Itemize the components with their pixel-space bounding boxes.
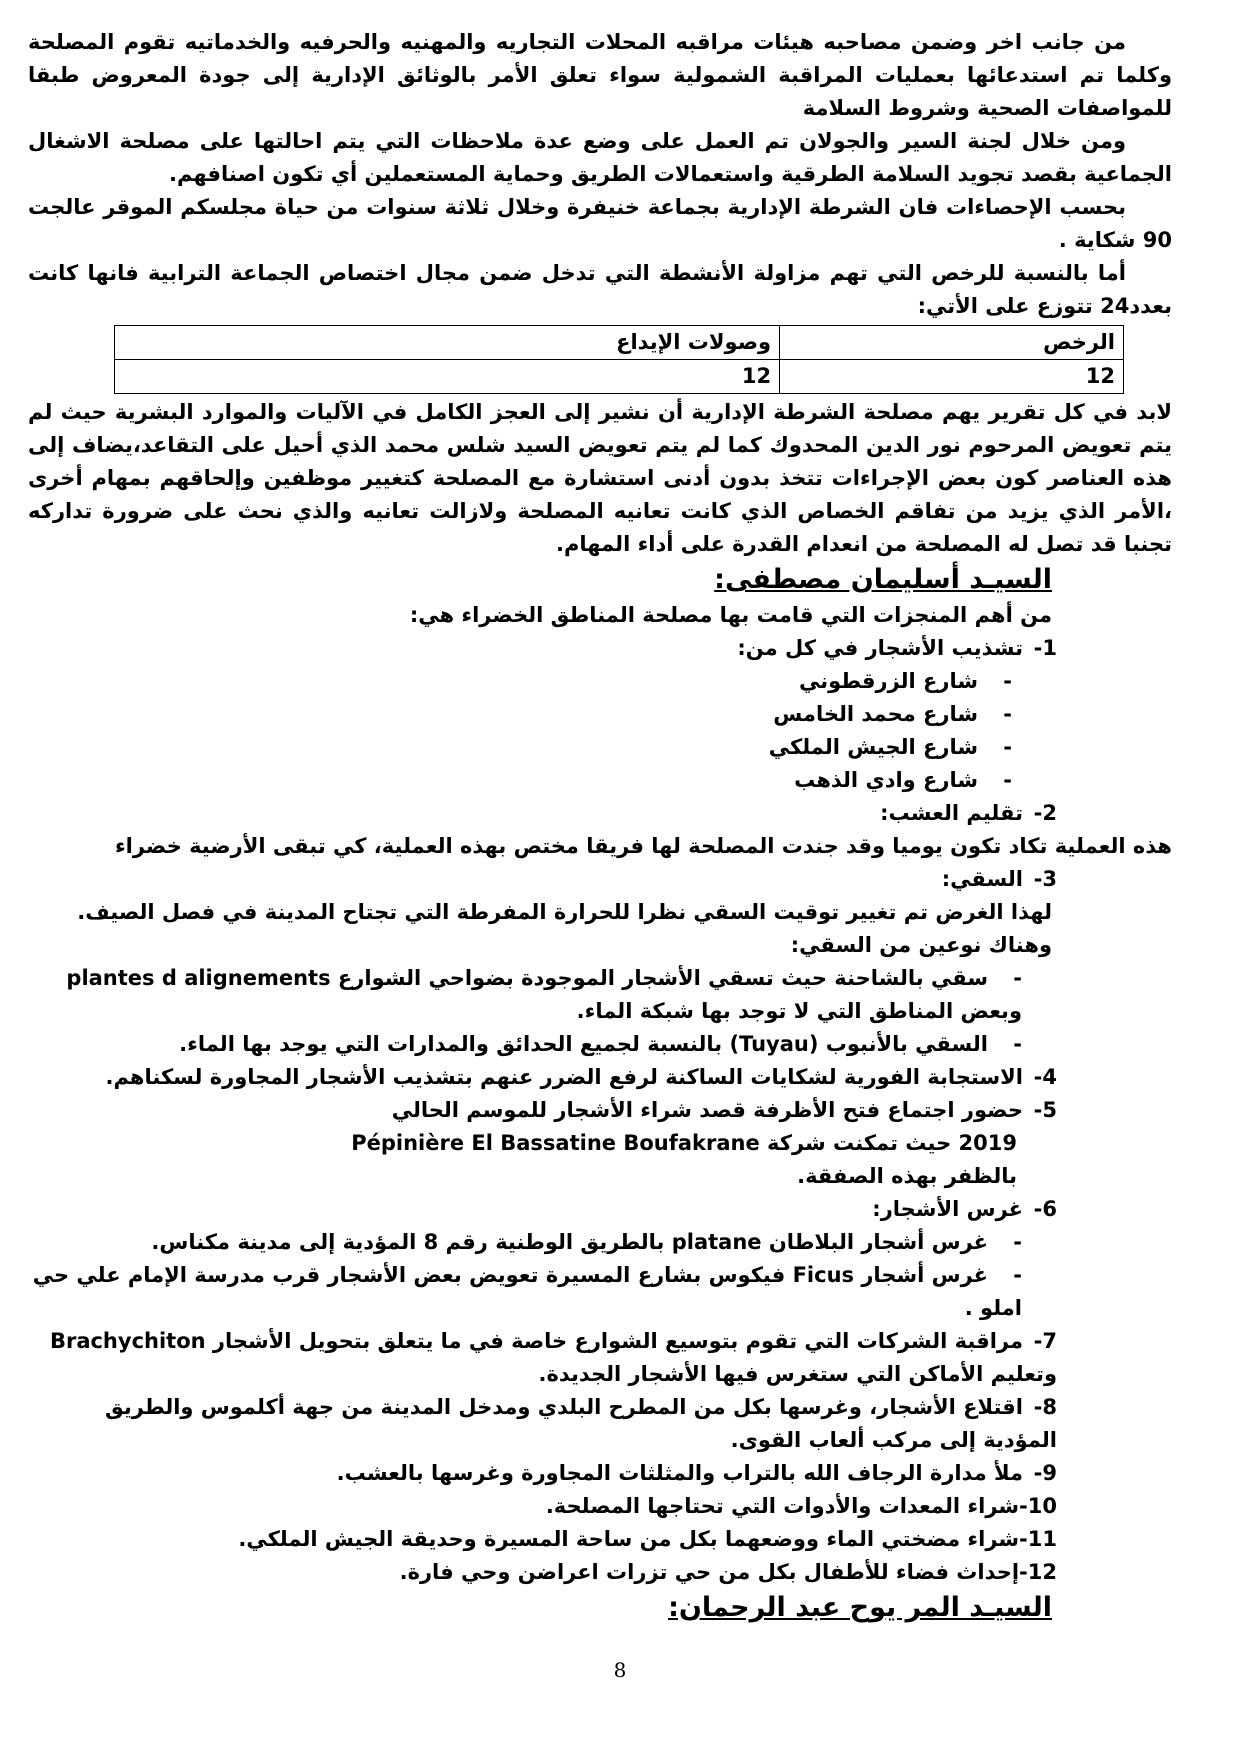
list-item-text: اقتلاع الأشجار، وغرسها بكل من المطرح البلدي ومدخل المدينة من جهة أكلموس والطريق المؤدية إلى مركب ألعاب القوى. [104, 1395, 1057, 1452]
list-item-continuation: بالظفر بهذه الصفقة. [797, 1164, 1017, 1188]
table-cell-receipts-count: 12 [115, 360, 780, 394]
list-item-title: تقليم العشب: [880, 801, 1023, 825]
list-item-continuation: 2019 حيث تمكنت شركة Pépinière El Bassatine Boufakrane [351, 1131, 1017, 1155]
table-header-row [115, 326, 1124, 360]
paragraph-staff-shortage: لابد في كل تقرير يهم مصلحة الشرطة الإدارية أن نشير إلى العجز الكامل في الآليات والموارد البشرية حيث لم يتم تعويض المرحوم نور الدين المحدوك كما لم يتم تعويض السيد شلس محمد الذي أحيل على التقاعد،يضاف إلى هذه العناصر كون بعض الإجراءات تتخذ بدون أدنى استشارة مع المصلحة كتغيير موظفين وإلحاقهم بمهام أخرى ،الأمر الذي يزيد من تفاقم الخصاص الذي كانت تعانيه المصلحة ولازالت تعانيه والذي نحث على ضرورة تداركه تجنبا قد تصل له المصلحة من انعدام القدرة على أداء المهام. [28, 400, 1172, 556]
dash-bullet: - [1003, 669, 1012, 693]
street-name: شارع الزرقطوني [798, 669, 978, 693]
irrigation-item [28, 962, 1022, 1028]
list-item [28, 863, 1057, 896]
table-cell-permits-count: 12 [780, 360, 1124, 394]
dash-bullet: - [1013, 966, 1022, 990]
irrigation-item-text: سقي بالشاحنة حيث تسقي الأشجار الموجودة بضواحي الشوارع plantes d alignements وبعض المناطق التي لا توجد بها شبكة الماء. [66, 966, 1022, 1023]
list-number: 6- [1033, 1197, 1057, 1221]
dash-bullet: - [1013, 1230, 1022, 1254]
dash-bullet: - [1013, 1032, 1022, 1056]
dash-bullet: - [1003, 735, 1012, 759]
list-number: 7- [1033, 1329, 1057, 1353]
list-item [28, 1193, 1057, 1226]
list-item: 12-إحداث فضاء للأطفال بكل من حي تزرات اعراضن وحي فارة. [399, 1560, 1057, 1584]
section-heading-next: السيـد المر يوح عبد الرحمان: [668, 1592, 1052, 1623]
list-item [28, 1094, 1057, 1127]
street-name: شارع محمد الخامس [773, 702, 978, 726]
paragraph-complaints-statistics: بحسب الإحصاءات فان الشرطة الإدارية بجماعة خنيفرة وخلال ثلاثة سنوات من حياة مجلسكم الموقر عالجت 90 شكاية . [28, 195, 1172, 252]
mowing-text: هذه العملية تكاد تكون يوميا وقد جندت المصلحة لها فريقا مختص بهذه العملية، كي تبقى الأرضية خضراء [114, 834, 1172, 858]
street-name: شارع الجيش الملكي [768, 735, 978, 759]
irrigation-item [28, 1028, 1022, 1061]
page-number: 8 [613, 1658, 627, 1682]
planting-item-text: غرس أشجار Ficus فيكوس بشارع المسيرة تعويض بعض الأشجار قرب مدرسة الإمام علي حي املو . [32, 1263, 1022, 1320]
irrigation-text: لهذا الغرض تم تغيير توقيت السقي نظرا للحرارة المفرطة التي تجتاح المدينة في فصل الصيف. [77, 900, 1052, 924]
list-item: 11-شراء مضختي الماء ووضعهما بكل من ساحة المسيرة وحديقة الجيش الملكي. [238, 1527, 1057, 1551]
dash-bullet: - [1013, 1263, 1022, 1287]
irrigation-item-text: السقي بالأنبوب (Tuyau) بالنسبة لجميع الحدائق والمدارات التي يوجد بها الماء. [179, 1032, 988, 1056]
list-number: 9- [1033, 1461, 1057, 1485]
street-name: شارع وادي الذهب [794, 768, 978, 792]
street-item [28, 764, 1012, 797]
list-item-text: مراقبة الشركات التي تقوم بتوسيع الشوارع خاصة في ما يتعلق بتحويل الأشجار Brachychiton وتعليم الأماكن التي ستغرس فيها الأشجار الجديدة. [49, 1329, 1057, 1386]
list-number: 3- [1033, 867, 1057, 891]
table-header-permits: الرخص [780, 326, 1124, 360]
dash-bullet: - [1003, 768, 1012, 792]
dash-bullet: - [1003, 702, 1012, 726]
list-item [28, 1457, 1057, 1490]
list-item-title: السقي: [941, 867, 1023, 891]
list-number: 5- [1033, 1098, 1057, 1122]
section-heading-green-spaces: السيـد أسليمان مصطفى: [714, 564, 1052, 595]
list-number: 2- [1033, 801, 1057, 825]
list-item [28, 632, 1057, 665]
planting-item [28, 1226, 1022, 1259]
list-item [28, 1325, 1057, 1391]
permits-table [114, 325, 1124, 394]
paragraph-traffic-committee: ومن خلال لجنة السير والجولان تم العمل على وضع عدة ملاحظات التي يتم احالتها على مصلحة الاشغال الجماعية بقصد تجويد السلامة الطرقية واستعمالات الطريق وحماية المستعملين أي تكون اصنافهم. [28, 129, 1172, 186]
paragraph-inspection: من جانب اخر وضمن مصاحبه هيئات مراقبه المحلات التجاريه والمهنيه والحرفيه والخدماتيه تقوم المصلحة وكلما تم استدعائها بعمليات المراقبة الشمولية سواء تعلق الأمر بالوثائق الإدارية إلى جودة المعروض طبقا للمواصفات الصحية وشروط السلامة [28, 30, 1172, 120]
street-item [28, 698, 1012, 731]
document-body [28, 26, 1172, 1627]
street-item [28, 731, 1012, 764]
list-number: 1- [1033, 636, 1057, 660]
street-item [28, 665, 1012, 698]
list-item [28, 1391, 1057, 1457]
table-row [115, 360, 1124, 394]
list-item [28, 1061, 1057, 1094]
list-item-text: ملأ مدارة الرجاف الله بالتراب والمثلثات المجاورة وغرسها بالعشب. [336, 1461, 1023, 1485]
planting-item-text: غرس أشجار البلاطان platane بالطريق الوطنية رقم 8 المؤدية إلى مدينة مكناس. [151, 1230, 988, 1254]
irrigation-types-text: وهناك نوعين من السقي: [790, 933, 1052, 957]
list-item-title: غرس الأشجار: [872, 1197, 1023, 1221]
list-item-text: الاستجابة الفورية لشكايات الساكنة لرفع الضرر عنهم بتشذيب الأشجار المجاورة لسكناهم. [105, 1065, 1023, 1089]
list-item-title: تشذيب الأشجار في كل من: [737, 636, 1023, 660]
section-intro: من أهم المنجزات التي قامت بها مصلحة المناطق الخضراء هي: [409, 603, 1052, 627]
list-item: 10-شراء المعدات والأدوات التي تحتاجها المصلحة. [545, 1494, 1057, 1518]
table-header-deposit-receipts: وصولات الإيداع [115, 326, 780, 360]
list-number: 8- [1033, 1395, 1057, 1419]
list-item [28, 797, 1057, 830]
planting-item [28, 1259, 1022, 1325]
paragraph-permits-intro: أما بالنسبة للرخص التي تهم مزاولة الأنشطة التي تدخل ضمن مجال اختصاص الجماعة الترابية فانها كانت بعدد24 تتوزع على الأتي: [28, 261, 1172, 318]
list-item-text: حضور اجتماع فتح الأظرفة قصد شراء الأشجار للموسم الحالي [391, 1098, 1023, 1122]
list-number: 4- [1033, 1065, 1057, 1089]
